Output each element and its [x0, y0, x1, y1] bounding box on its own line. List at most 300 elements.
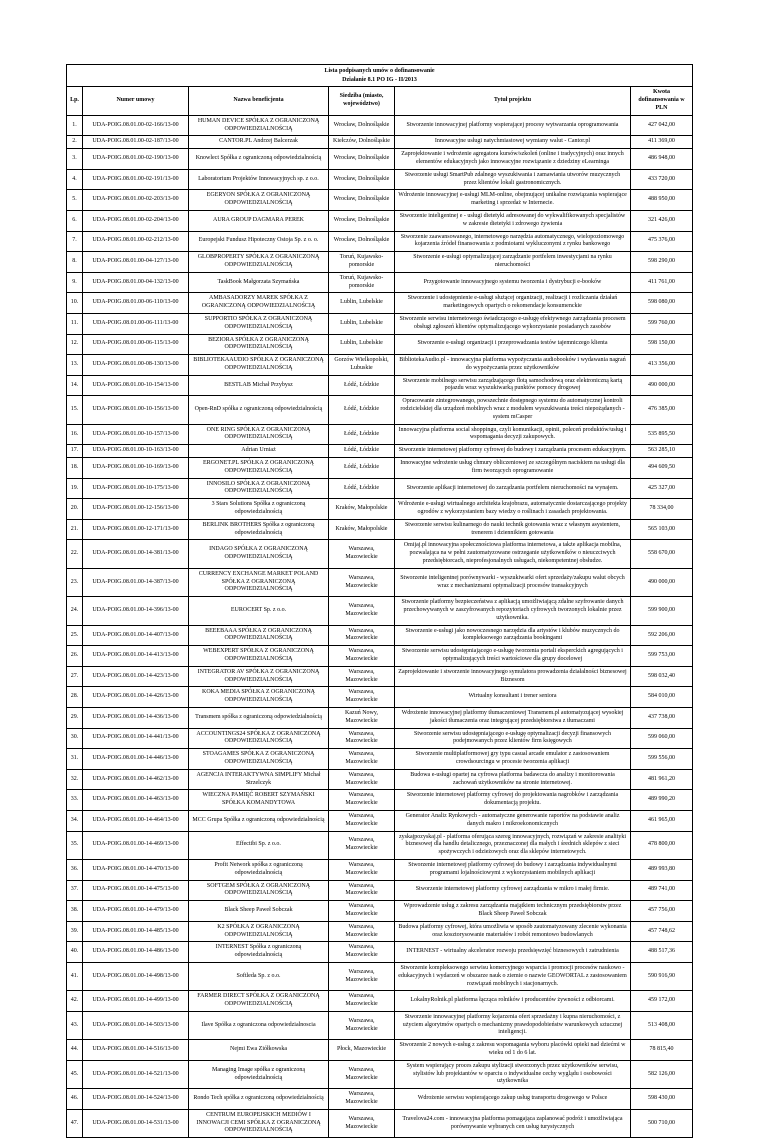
cell-location: Warszawa, Mazowieckie: [329, 991, 395, 1012]
cell-amount: 590 916,90: [631, 962, 693, 990]
cell-location: Kazuń Nowy, Mazowieckie: [329, 707, 395, 728]
cell-project-title: Stworzenie aplikacji internetowej do zarządzania portfelem nieruchomości na wynajem.: [395, 478, 631, 499]
cell-contract-number: UDA-POIG.08.01.00-14-436/13-00: [83, 707, 189, 728]
cell-amount: 490 000,00: [631, 375, 693, 396]
table-row: [67, 810, 693, 831]
cell-contract-number: UDA-POIG.08.01.00-14-426/13-00: [83, 687, 189, 708]
table-row: [67, 831, 693, 859]
cell-beneficiary: Europejski Fundusz Hipoteczny Ostoja Sp. z o. o.: [189, 231, 329, 252]
cell-project-title: Stworzenie e-usługi optymalizującej zarządzanie portfelem inwestycjami na rynku nieruchomości: [395, 252, 631, 273]
table-row: [67, 880, 693, 901]
cell-project-title: Stworzenie serwisu kulinarnego do nauki technik gotowania wraz z własnym asystentem, trenerem i dziennikiem gotowania: [395, 519, 631, 540]
cell-project-title: Stworzenie internetowej platformy cyfrowej do budowy i zarządzania indywidualnymi programami lojalnościowymi z wykorzystaniem mobilnych aplikacji: [395, 859, 631, 880]
cell-amount: 598 032,40: [631, 666, 693, 687]
cell-contract-number: UDA-POIG.08.01.00-14-531/13-00: [83, 1109, 189, 1137]
table-row: [67, 646, 693, 667]
cell-amount: 490 000,00: [631, 568, 693, 596]
cell-location: Warszawa, Mazowieckie: [329, 540, 395, 568]
col-header-location: Siedziba (miasto, województwo): [329, 87, 395, 115]
table-row: [67, 687, 693, 708]
cell-amount: 592 206,00: [631, 625, 693, 646]
cell-lp: 35.: [67, 831, 83, 859]
cell-project-title: INTERNEST - wirtualny akcelerator rozwoju przedsięwzięć biznesowych i zatrudnienia: [395, 942, 631, 963]
cell-contract-number: UDA-POIG.08.01.00-02-203/13-00: [83, 190, 189, 211]
cell-project-title: Stworzenie zaawansowanego, internetowego narzędzia automatycznego, wielopoziomowego kojarzenia źródeł finansowania z podmiotami wykluczonymi z rynku bankowego: [395, 231, 631, 252]
cell-contract-number: UDA-POIG.08.01.00-10-169/13-00: [83, 458, 189, 479]
cell-project-title: Stworzenie internetowej platformy cyfrowej zarządzania w mikro i małej firmie.: [395, 880, 631, 901]
table-row: [67, 769, 693, 790]
cell-contract-number: UDA-POIG.08.01.00-10-154/13-00: [83, 375, 189, 396]
cell-lp: 43.: [67, 1011, 83, 1039]
cell-beneficiary: Transmem spółka z ograniczoną odpowiedzialnością: [189, 707, 329, 728]
cell-location: Warszawa, Mazowieckie: [329, 901, 395, 922]
cell-location: Warszawa, Mazowieckie: [329, 1089, 395, 1110]
cell-beneficiary: INTERNEST Spółka z ograniczoną odpowiedzialnością: [189, 942, 329, 963]
cell-contract-number: UDA-POIG.08.01.00-10-163/13-00: [83, 445, 189, 458]
cell-location: Warszawa, Mazowieckie: [329, 597, 395, 625]
cell-beneficiary: ERGONET.PL SPÓŁKA Z OGRANICZONĄ ODPOWIEDZIALNOŚCIĄ: [189, 458, 329, 479]
cell-project-title: Wdrożenie e-usługi wirtualnego architekta krajobrazu, automatycznie dostarczającego projekty ogrodów z wykorzystaniem bazy wiedzy o roślinach i zasadach projektowania.: [395, 499, 631, 520]
table-row: [67, 424, 693, 445]
table-row: [67, 115, 693, 136]
table-row: [67, 190, 693, 211]
cell-project-title: zyskajpozyskaj.pl - platforma oferująca szereg innowacyjnych, rozwiązań w zakresie analityki biznesowej dla handlu detalicznego, przeznaczonej dla małych i średnich sklepów z sieci spożywczych i odzieżowych oraz dla sklepów internetowych.: [395, 831, 631, 859]
cell-contract-number: UDA-POIG.08.01.00-06-110/13-00: [83, 293, 189, 314]
cell-amount: 489 741,00: [631, 880, 693, 901]
cell-project-title: Innowacyjne usługi natychmiastowej wymiany walut - Cantor.pl: [395, 136, 631, 149]
cell-project-title: Stworzenie inteligentnej e - usługi dietetyki adresowanej do wykwalifikowanych specjalistów w zakresie dietetyki i zdrowego żywienia: [395, 210, 631, 231]
cell-beneficiary: WEBEXPERT SPÓŁKA Z OGRANICZONĄ ODPOWIEDZIALNOŚCIĄ: [189, 646, 329, 667]
cell-project-title: Wprowadzenie usług z zakresu zarządzania majątkiem technicznym przedsiębiorstw przez Black Sheep Paweł Sobczak: [395, 901, 631, 922]
cell-contract-number: UDA-POIG.08.01.00-14-464/13-00: [83, 810, 189, 831]
cell-beneficiary: Black Sheep Paweł Sobczak: [189, 901, 329, 922]
cell-contract-number: UDA-POIG.08.01.00-02-204/13-00: [83, 210, 189, 231]
cell-contract-number: UDA-POIG.08.01.00-02-190/13-00: [83, 149, 189, 170]
cell-project-title: Stworzenie serwisu udostępniającego e-usługę optymalizacji decyzji finansowych podejmowanych przez klientów firm księgowych: [395, 728, 631, 749]
cell-contract-number: UDA-POIG.08.01.00-14-463/13-00: [83, 790, 189, 811]
cell-lp: 15.: [67, 396, 83, 424]
cell-amount: 433 720,00: [631, 169, 693, 190]
cell-amount: 500 710,00: [631, 1109, 693, 1137]
cell-beneficiary: Open-RnD spółka z ograniczoną odpowiedzialnością: [189, 396, 329, 424]
table-body: [67, 115, 693, 1137]
cell-project-title: Stworzenie i udostępnienie e-usługi służącej organizacji, realizacji i rozliczania działań marketingowych opartych o rekomendacje konsumenckie: [395, 293, 631, 314]
cell-amount: 488 950,00: [631, 190, 693, 211]
cell-location: Lublin, Lubelskie: [329, 334, 395, 355]
cell-lp: 40.: [67, 942, 83, 963]
cell-location: Wrocław, Dolnośląskie: [329, 190, 395, 211]
cell-beneficiary: GLOBPROPERTY SPÓŁKA Z OGRANICZONĄ ODPOWIEDZIALNOŚCIĄ: [189, 252, 329, 273]
cell-amount: 481 961,20: [631, 769, 693, 790]
table-row: [67, 1109, 693, 1137]
table-row: [67, 252, 693, 273]
cell-contract-number: UDA-POIG.08.01.00-12-171/13-00: [83, 519, 189, 540]
cell-beneficiary: Profit Network spółka z ograniczoną odpowiedzialnością: [189, 859, 329, 880]
table-row: [67, 1060, 693, 1088]
cell-amount: 475 376,00: [631, 231, 693, 252]
table-row: [67, 519, 693, 540]
col-header-amount: Kwota dofinansowania w PLN: [631, 87, 693, 115]
cell-beneficiary: Nejmi Ewa Ziółkowska: [189, 1040, 329, 1061]
cell-location: Łódź, Łódzkie: [329, 375, 395, 396]
cell-project-title: BibliotekaAudio.pl - innowacyjna platforma wypożyczania audiobooków i wydawania nagrań do wypożyczania przez użytkowników: [395, 355, 631, 376]
cell-beneficiary: Adrian Urniaż: [189, 445, 329, 458]
cell-contract-number: UDA-POIG.08.01.00-02-212/13-00: [83, 231, 189, 252]
cell-lp: 44.: [67, 1040, 83, 1061]
cell-lp: 8.: [67, 252, 83, 273]
table-row: [67, 313, 693, 334]
cell-amount: 599 760,00: [631, 313, 693, 334]
cell-beneficiary: BERLINK BROTHERS Spółka z ograniczoną odpowiedzialnością: [189, 519, 329, 540]
cell-contract-number: UDA-POIG.08.01.00-14-479/13-00: [83, 901, 189, 922]
cell-project-title: Stworzenie usługi SmartPub zdalnego wyszukiwania i zamawiania utworów muzycznych przez klientów lokali gastronomicznych.: [395, 169, 631, 190]
table-row: [67, 790, 693, 811]
cell-project-title: Stworzenie multiplatformowej gry typu casual arcade emulator z zastosowaniem crowdsourcingu w procesie tworzenia aplikacji: [395, 749, 631, 770]
cell-lp: 23.: [67, 568, 83, 596]
cell-contract-number: UDA-POIG.08.01.00-14-498/13-00: [83, 962, 189, 990]
cell-amount: 78 334,00: [631, 499, 693, 520]
cell-location: Wrocław, Dolnośląskie: [329, 210, 395, 231]
table-row: [67, 625, 693, 646]
cell-location: Płock, Mazowieckie: [329, 1040, 395, 1061]
cell-lp: 6.: [67, 210, 83, 231]
cell-contract-number: UDA-POIG.08.01.00-14-499/13-00: [83, 991, 189, 1012]
table-row: [67, 231, 693, 252]
cell-lp: 16.: [67, 424, 83, 445]
cell-amount: 461 965,00: [631, 810, 693, 831]
cell-beneficiary: AURA GROUP DAGMARA PEREK: [189, 210, 329, 231]
cell-lp: 20.: [67, 499, 83, 520]
cell-location: Warszawa, Mazowieckie: [329, 1011, 395, 1039]
cell-lp: 33.: [67, 790, 83, 811]
cell-lp: 39.: [67, 921, 83, 942]
cell-beneficiary: AGENCJA INTERAKTYWNA SIMPLIFY Michał Strzelczyk: [189, 769, 329, 790]
cell-project-title: Stworzenie 2 nowych e-usług z zakresu wspomagania wyboru placówki opieki nad dziećmi w wieku od 1 do 6 lat.: [395, 1040, 631, 1061]
cell-project-title: Opracowanie zintegrowanego, powszechnie dostępnego systemu do automatycznej kontroli rodzicielskiej dla urządzeń mobilnych wraz z modułem wyszukiwania treści niepożądanych - system mCasper: [395, 396, 631, 424]
cell-beneficiary: SUPPORTIO SPÓŁKA Z OGRANICZONĄ ODPOWIEDZIALNOŚCIĄ: [189, 313, 329, 334]
cell-contract-number: UDA-POIG.08.01.00-14-469/13-00: [83, 831, 189, 859]
col-header-contract-number: Numer umowy: [83, 87, 189, 115]
cell-project-title: Omijaj.pl innowacyjna społecznościowa platforma internetowa, a także aplikacja mobilna, pozwalająca na w pełni zautomatyzowane ostrzeganie użytkowników o nieuczciwych przedsiębiorcach, nieprofesjonalnych usługach, niekompetentnej obsłudze.: [395, 540, 631, 568]
cell-lp: 12.: [67, 334, 83, 355]
cell-beneficiary: STOAGAMES SPÓŁKA Z OGRANICZONĄ ODPOWIEDZIALNOŚCIĄ: [189, 749, 329, 770]
cell-location: Gorzów Wielkopolski, Lubuskie: [329, 355, 395, 376]
cell-location: Łódź, Łódzkie: [329, 478, 395, 499]
cell-beneficiary: INDAGO SPÓŁKA Z OGRANICZONĄ ODPOWIEDZIALNOŚCIĄ: [189, 540, 329, 568]
cell-amount: 489 993,80: [631, 859, 693, 880]
cell-location: Łódź, Łódzkie: [329, 458, 395, 479]
cell-amount: 413 356,00: [631, 355, 693, 376]
cell-project-title: Wdrożenie innowacyjnej platformy tłumaczeniowej Transmem.pl automatyzującej wysokiej jakości tłumaczenia oraz integrującej przedsiębiorstwa z tłumaczami: [395, 707, 631, 728]
table-row: [67, 666, 693, 687]
cell-contract-number: UDA-POIG.08.01.00-10-156/13-00: [83, 396, 189, 424]
cell-amount: 599 753,00: [631, 646, 693, 667]
cell-location: Warszawa, Mazowieckie: [329, 790, 395, 811]
cell-lp: 24.: [67, 597, 83, 625]
cell-amount: 437 738,00: [631, 707, 693, 728]
cell-location: Wrocław, Dolnośląskie: [329, 149, 395, 170]
cell-beneficiary: MCC Grupa Spółka z ograniczoną odpowiedzialnością: [189, 810, 329, 831]
cell-amount: 321 426,00: [631, 210, 693, 231]
cell-amount: 457 756,00: [631, 901, 693, 922]
cell-project-title: Stworzenie innowacyjnej platformy kojarzenia ofert sprzedażny i kupna nieruchomości, z użyciem algorytmów opartych o mechanizmy prawdopodobieństw warunkowych sztucznej inteligencji.: [395, 1011, 631, 1039]
cell-location: Warszawa, Mazowieckie: [329, 1109, 395, 1137]
table-row: [67, 859, 693, 880]
cell-beneficiary: 3 Stars Solutions Spółka z ograniczoną odpowiedzialnością: [189, 499, 329, 520]
cell-lp: 21.: [67, 519, 83, 540]
cell-amount: 425 327,00: [631, 478, 693, 499]
cell-contract-number: UDA-POIG.08.01.00-14-486/13-00: [83, 942, 189, 963]
cell-project-title: System wspierający proces zakupu stylizacji stworzonych przez użytkowników serwisu, stylistów lub projektantów w oparciu o indywidualne cechy wyglądu i osobowości użytkownika: [395, 1060, 631, 1088]
table-row: [67, 901, 693, 922]
cell-lp: 19.: [67, 478, 83, 499]
cell-beneficiary: EUROCERT Sp. z o.o.: [189, 597, 329, 625]
cell-amount: 599 900,00: [631, 597, 693, 625]
cell-contract-number: UDA-POIG.08.01.00-14-503/13-00: [83, 1011, 189, 1039]
cell-beneficiary: BIBLIOTEKAAUDIO SPÓŁKA Z OGRANICZONĄ ODPOWIEDZIALNOŚCIĄ: [189, 355, 329, 376]
table-row: [67, 293, 693, 314]
signed-agreements-table: [66, 64, 693, 1138]
cell-amount: 582 126,00: [631, 1060, 693, 1088]
cell-location: Łódź, Łódzkie: [329, 424, 395, 445]
cell-beneficiary: Managing Image spółka z ograniczoną odpowiedzialnością: [189, 1060, 329, 1088]
cell-lp: 11.: [67, 313, 83, 334]
cell-contract-number: UDA-POIG.08.01.00-02-187/13-00: [83, 136, 189, 149]
cell-contract-number: UDA-POIG.08.01.00-14-387/13-00: [83, 568, 189, 596]
cell-lp: 37.: [67, 880, 83, 901]
cell-contract-number: UDA-POIG.08.01.00-04-127/13-00: [83, 252, 189, 273]
cell-project-title: Innowacyjna platforma social shoppingu, czyli komunikacji, opinii, poleceń produktów/usług i wspomagania decyzji zakupowych.: [395, 424, 631, 445]
cell-project-title: Stworzenie internetowej platformy cyfrowej do projektowania nagrobków i zarządzania dokumentacją projektu.: [395, 790, 631, 811]
table-row: [67, 396, 693, 424]
cell-amount: 78 815,40: [631, 1040, 693, 1061]
cell-amount: 478 800,00: [631, 831, 693, 859]
cell-beneficiary: Effectibi Sp. z o.o.: [189, 831, 329, 859]
cell-location: Warszawa, Mazowieckie: [329, 921, 395, 942]
cell-project-title: Wdrożenie serwisu wspierającego zakup usług transportu drogowego w Polsce: [395, 1089, 631, 1110]
cell-contract-number: UDA-POIG.08.01.00-14-407/13-00: [83, 625, 189, 646]
cell-beneficiary: CENTRUM EUROPEJSKICH MEDIÓW I INNOWACJI CEMI SPÓŁKA Z OGRANICZONĄ ODPOWIEDZIALNOŚCIĄ: [189, 1109, 329, 1137]
cell-beneficiary: AMBASADORZY MAREK SPÓŁKA Z OGRANICZONĄ ODPOWIEDZIALNOŚCIĄ: [189, 293, 329, 314]
cell-project-title: Stworzenie internetowej platformy cyfrowej do budowy i zarządzania procesem edukacyjnym.: [395, 445, 631, 458]
cell-project-title: Zaprojektowanie i stworzenie innowacyjnego symulatora prowadzenia działalności biznesowej Biznesom: [395, 666, 631, 687]
cell-contract-number: UDA-POIG.08.01.00-02-166/13-00: [83, 115, 189, 136]
cell-project-title: Wirtualny konsultant i trener seniora: [395, 687, 631, 708]
cell-contract-number: UDA-POIG.08.01.00-14-396/13-00: [83, 597, 189, 625]
cell-beneficiary: SOFTGEM SPÓŁKA Z OGRANICZONĄ ODPOWIEDZIALNOŚCIĄ: [189, 880, 329, 901]
cell-amount: 457 748,62: [631, 921, 693, 942]
cell-lp: 36.: [67, 859, 83, 880]
document-title-row: [67, 65, 693, 87]
cell-beneficiary: Rondo Tech spółka z ograniczoną odpowiedzialnością: [189, 1089, 329, 1110]
table-row: [67, 597, 693, 625]
cell-location: Lublin, Lubelskie: [329, 293, 395, 314]
cell-contract-number: UDA-POIG.08.01.00-14-470/13-00: [83, 859, 189, 880]
cell-lp: 31.: [67, 749, 83, 770]
document-title-line2: Działanie 8.1 PO IG - II/2013: [342, 76, 417, 83]
table-row: [67, 149, 693, 170]
table-row: [67, 169, 693, 190]
cell-location: Kraków, Małopolskie: [329, 519, 395, 540]
cell-beneficiary: BESTLAB Michał Przybysz: [189, 375, 329, 396]
table-row: [67, 749, 693, 770]
document-title-line1: Lista podpisanych umów o dofinansowanie: [324, 68, 435, 74]
cell-contract-number: UDA-POIG.08.01.00-14-485/13-00: [83, 921, 189, 942]
table-row: [67, 499, 693, 520]
table-row: [67, 355, 693, 376]
cell-lp: 14.: [67, 375, 83, 396]
cell-beneficiary: WIECZNA PAMIĘĆ ROBERT SZYMAŃSKI SPÓŁKA KOMANDYTOWA: [189, 790, 329, 811]
table-row: [67, 1011, 693, 1039]
cell-contract-number: UDA-POIG.08.01.00-14-446/13-00: [83, 749, 189, 770]
cell-contract-number: UDA-POIG.08.01.00-04-132/13-00: [83, 272, 189, 293]
cell-beneficiary: K2 SPÓŁKA Z OGRANICZONĄ ODPOWIEDZIALNOŚCIĄ: [189, 921, 329, 942]
cell-beneficiary: INNOSILO SPÓŁKA Z OGRANICZONĄ ODPOWIEDZIALNOŚCIĄ: [189, 478, 329, 499]
cell-location: Warszawa, Mazowieckie: [329, 687, 395, 708]
cell-lp: 7.: [67, 231, 83, 252]
cell-amount: 486 948,00: [631, 149, 693, 170]
cell-project-title: Innowacyjne wdrożenie usług chmury obliczeniowej ze szczególnym naciskiem na usługi dla firm tworzących oprogramowanie: [395, 458, 631, 479]
cell-lp: 47.: [67, 1109, 83, 1137]
cell-location: Łódź, Łódzkie: [329, 396, 395, 424]
cell-beneficiary: Softleda Sp. z o.o.: [189, 962, 329, 990]
cell-amount: 459 172,00: [631, 991, 693, 1012]
cell-location: Toruń, Kujawsko-pomorskie: [329, 272, 395, 293]
table-row: [67, 136, 693, 149]
cell-lp: 30.: [67, 728, 83, 749]
cell-location: Wrocław, Dolnośląskie: [329, 169, 395, 190]
cell-amount: 535 895,50: [631, 424, 693, 445]
cell-amount: 584 010,00: [631, 687, 693, 708]
cell-contract-number: UDA-POIG.08.01.00-14-521/13-00: [83, 1060, 189, 1088]
cell-amount: 488 517,36: [631, 942, 693, 963]
cell-lp: 26.: [67, 646, 83, 667]
cell-project-title: Budowa e-usługi opartej na cyfrowa platforma badawcza do analizy i monitorowania zachowań użytkowników na stronie internetowej.: [395, 769, 631, 790]
table-row: [67, 334, 693, 355]
cell-location: Warszawa, Mazowieckie: [329, 568, 395, 596]
cell-location: Warszawa, Mazowieckie: [329, 831, 395, 859]
cell-contract-number: UDA-POIG.08.01.00-14-381/13-00: [83, 540, 189, 568]
document-title: [67, 65, 693, 87]
table-row: [67, 540, 693, 568]
cell-lp: 18.: [67, 458, 83, 479]
cell-lp: 9.: [67, 272, 83, 293]
cell-project-title: Travelova24.com - innowacyjna platforma pomagająca zaplanować podróż i umożliwiająca porównywanie wybranych cen usług turystycznych: [395, 1109, 631, 1137]
cell-lp: 2.: [67, 136, 83, 149]
cell-lp: 38.: [67, 901, 83, 922]
cell-beneficiary: CURRENCY EXCHANGE MARKET POLAND SPÓŁKA Z OGRANICZONĄ ODPOWIEDZIALNOŚCIĄ: [189, 568, 329, 596]
cell-project-title: Przygotowanie innowacyjnego systemu tworzenia i dystrybucji e-booków: [395, 272, 631, 293]
cell-lp: 10.: [67, 293, 83, 314]
cell-amount: 598 290,00: [631, 252, 693, 273]
cell-location: Warszawa, Mazowieckie: [329, 942, 395, 963]
cell-location: Łódź, Łódzkie: [329, 445, 395, 458]
cell-beneficiary: TaskBook Małgorzata Szymańska: [189, 272, 329, 293]
cell-location: Kiełczów, Dolnośląskie: [329, 136, 395, 149]
cell-contract-number: UDA-POIG.08.01.00-06-115/13-00: [83, 334, 189, 355]
cell-contract-number: UDA-POIG.08.01.00-14-423/13-00: [83, 666, 189, 687]
cell-project-title: Stworzenie e-usługi organizacji i przeprowadzania testów tajemniczego klienta: [395, 334, 631, 355]
cell-location: Wrocław, Dolnośląskie: [329, 115, 395, 136]
cell-location: Warszawa, Mazowieckie: [329, 625, 395, 646]
table-row: [67, 375, 693, 396]
cell-location: Warszawa, Mazowieckie: [329, 859, 395, 880]
table-row: [67, 568, 693, 596]
cell-location: Warszawa, Mazowieckie: [329, 728, 395, 749]
cell-amount: 599 556,00: [631, 749, 693, 770]
col-header-project-title: Tytuł projektu: [395, 87, 631, 115]
cell-lp: 42.: [67, 991, 83, 1012]
cell-amount: 563 285,10: [631, 445, 693, 458]
cell-beneficiary: BEEEBAAA SPÓŁKA Z OGRANICZONĄ ODPOWIEDZIALNOŚCIĄ: [189, 625, 329, 646]
cell-beneficiary: ONE RING SPÓŁKA Z OGRANICZONĄ ODPOWIEDZIALNOŚCIĄ: [189, 424, 329, 445]
cell-lp: 5.: [67, 190, 83, 211]
cell-contract-number: UDA-POIG.08.01.00-14-524/13-00: [83, 1089, 189, 1110]
cell-amount: 599 060,00: [631, 728, 693, 749]
cell-beneficiary: KOKA MEDIA SPÓŁKA Z OGRANICZONĄ ODPOWIEDZIALNOŚCIĄ: [189, 687, 329, 708]
table-row: [67, 1089, 693, 1110]
cell-beneficiary: Knowlect Spółka z ograniczoną odpowiedzialnością: [189, 149, 329, 170]
cell-location: Warszawa, Mazowieckie: [329, 880, 395, 901]
cell-amount: 494 609,50: [631, 458, 693, 479]
table-row: [67, 707, 693, 728]
table-row: [67, 1040, 693, 1061]
cell-location: Warszawa, Mazowieckie: [329, 810, 395, 831]
col-header-beneficiary: Nazwa beneficjenta: [189, 87, 329, 115]
cell-amount: 476 385,00: [631, 396, 693, 424]
cell-contract-number: UDA-POIG.08.01.00-08-130/13-00: [83, 355, 189, 376]
cell-amount: 598 430,00: [631, 1089, 693, 1110]
cell-location: Warszawa, Mazowieckie: [329, 666, 395, 687]
table-row: [67, 458, 693, 479]
cell-location: Warszawa, Mazowieckie: [329, 962, 395, 990]
cell-project-title: Stworzenie inteligentnej porównywarki - wyszukiwarki ofert sprzedaży/zakupu walut obcych wraz z mechanizmami optymalizacji procesów transakcyjnych: [395, 568, 631, 596]
cell-location: Warszawa, Mazowieckie: [329, 749, 395, 770]
table-row: [67, 728, 693, 749]
table-row: [67, 272, 693, 293]
table-header-row: [67, 87, 693, 115]
cell-lp: 1.: [67, 115, 83, 136]
cell-project-title: LokalnyRolnik.pl platforma łącząca rolników i producentów żywności z odbiorcami.: [395, 991, 631, 1012]
cell-contract-number: UDA-POIG.08.01.00-10-175/13-00: [83, 478, 189, 499]
col-header-lp: Lp.: [67, 87, 83, 115]
cell-beneficiary: BEZIORA SPÓŁKA Z OGRANICZONĄ ODPOWIEDZIALNOŚCIĄ: [189, 334, 329, 355]
cell-contract-number: UDA-POIG.08.01.00-14-441/13-00: [83, 728, 189, 749]
cell-lp: 45.: [67, 1060, 83, 1088]
cell-location: Wrocław, Dolnośląskie: [329, 231, 395, 252]
cell-contract-number: UDA-POIG.08.01.00-12-156/13-00: [83, 499, 189, 520]
cell-amount: 565 103,00: [631, 519, 693, 540]
cell-project-title: Stworzenie serwisu udostępniającego e-usługę tworzenia portali eksperckich agregujących i optymalizujących treści wartościowe dla grupy docelowej: [395, 646, 631, 667]
cell-contract-number: UDA-POIG.08.01.00-14-413/13-00: [83, 646, 189, 667]
cell-contract-number: UDA-POIG.08.01.00-14-516/13-00: [83, 1040, 189, 1061]
cell-lp: 27.: [67, 666, 83, 687]
cell-contract-number: UDA-POIG.08.01.00-06-111/13-00: [83, 313, 189, 334]
cell-amount: 598 150,00: [631, 334, 693, 355]
cell-project-title: Stworzenie platformy bezpieczeństwa z aplikacją umożliwiającą zdalne szyfrowanie danych przechowywanych w zaszyfrowanych repozytoriach cyfrowych tworzonych lokalnie przez użytkownika.: [395, 597, 631, 625]
cell-lp: 17.: [67, 445, 83, 458]
cell-location: Warszawa, Mazowieckie: [329, 1060, 395, 1088]
cell-location: Kraków, Małopolskie: [329, 499, 395, 520]
cell-location: Warszawa, Mazowieckie: [329, 769, 395, 790]
cell-beneficiary: Laboratorium Projektów Innowacyjnych sp. z o.o.: [189, 169, 329, 190]
cell-contract-number: UDA-POIG.08.01.00-14-462/13-00: [83, 769, 189, 790]
cell-beneficiary: CANTOR.PL Andrzej Balcerzak: [189, 136, 329, 149]
table-row: [67, 210, 693, 231]
cell-location: Lublin, Lubelskie: [329, 313, 395, 334]
cell-project-title: Stworzenie kompleksowego serwisu komercyjnego wsparcia i promocji procesów naukowo - edukacyjnych i wydarzeń w obszarze nauk o ziemie o nazwie GEOWORTAL z zastosowaniem rozwiązań mobilnych i stacjonarnych.: [395, 962, 631, 990]
table-row: [67, 445, 693, 458]
